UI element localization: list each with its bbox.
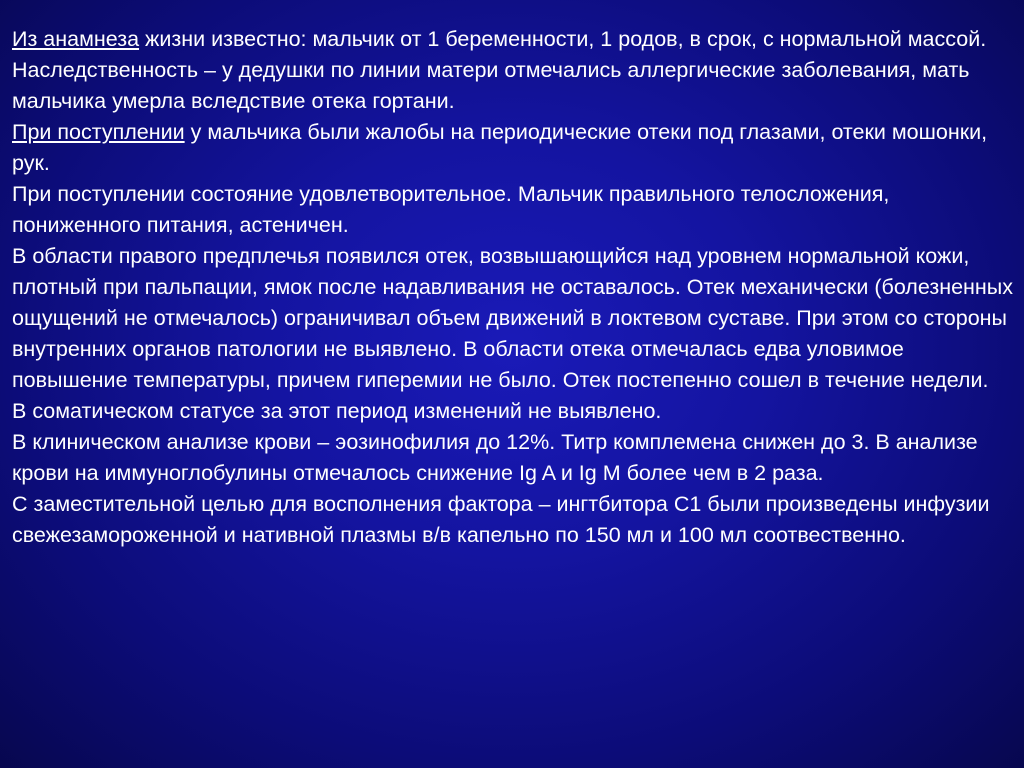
somatic-status-paragraph: В соматическом статусе за этот период изменений не выявлено. — [12, 399, 662, 423]
admission-status-paragraph: При поступлении состояние удовлетворительное. Мальчик правильного телосложения, пониженного питания, астеничен. — [12, 182, 890, 237]
admission-complaints-text: у мальчика были жалобы на периодические отеки под глазами, отеки мошонки, рук. — [12, 120, 988, 175]
treatment-paragraph: С заместительной целью для восполнения фактора – ингтбитора С1 были произведены инфузии свежезамороженной и нативной плазмы в/в капельно по 150 мл и 100 мл соотвественно. — [12, 492, 990, 547]
anamnesis-heading: Из анамнеза — [12, 27, 140, 51]
edema-description-paragraph: В области правого предплечья появился отек, возвышающийся над уровнем нормальной кожи, плотный при пальпации, ямок после надавливания не оставалось. Отек механически (болезненных ощущений не отмечалось) ограничивал объем движений в локтевом суставе. При этом со стороны внутренних органов патологии не выявлено. В области отека отмечалась едва уловимое повышение температуры, причем гиперемии не было. Отек постепенно сошел в течение недели. — [12, 244, 1013, 392]
admission-heading: При поступлении — [12, 120, 185, 144]
admission-complaints-paragraph — [12, 117, 1014, 179]
heredity-paragraph: Наследственность – у дедушки по линии матери отмечались аллергические заболевания, мать мальчика умерла вследствие отека гортани. — [12, 58, 970, 113]
anamnesis-paragraph — [12, 24, 1014, 55]
anamnesis-text: жизни известно: мальчик от 1 беременности, 1 родов, в срок, с нормальной массой. — [139, 27, 987, 51]
blood-analysis-paragraph: В клиническом анализе крови – эозинофилия до 12%. Титр комплемена снижен до 3. В анализе крови на иммуноглобулины отмечалось снижение Ig A и Ig M более чем в 2 раза. — [12, 430, 978, 485]
